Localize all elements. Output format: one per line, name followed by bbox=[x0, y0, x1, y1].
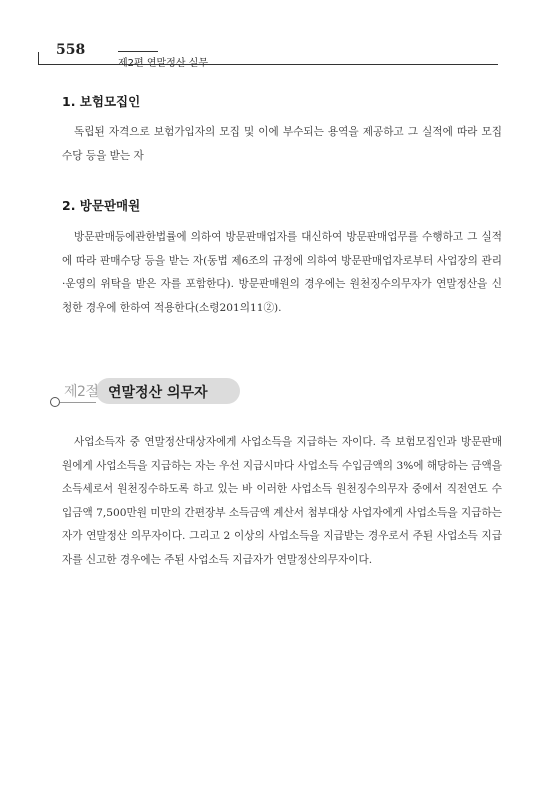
header-rule bbox=[38, 64, 498, 65]
section-heading-door-to-door-seller: 2. 방문판매원 bbox=[62, 198, 141, 213]
section-heading-insurance-agent: 1. 보험모집인 bbox=[62, 94, 141, 109]
page-number: 558 bbox=[56, 42, 86, 58]
section-number: 제2절 bbox=[64, 384, 99, 400]
header-bracket-line bbox=[38, 52, 39, 64]
section-banner bbox=[50, 378, 240, 410]
header-divider bbox=[118, 51, 158, 52]
chapter-title: 제2편 연말정산 실무 bbox=[118, 58, 208, 69]
door-to-door-seller-paragraph: 방문판매등에관한법률에 의하여 방문판매업자를 대신하여 방문판매업무를 수행하고 그 실적에 따라 판매수당 등을 받는 자(동법 제6조의 규정에 의하여 방문판매업자로부터 사업장의 관리·운영의 위탁을 받은 자를 포함한다). 방문판매원의 경우에는 원천징수의무자가 연말정산을 신청한 경우에 한하여 적용한다(소령201의11②). bbox=[62, 231, 502, 314]
withholding-agent-paragraph: 사업소득자 중 연말정산대상자에게 사업소득을 지급하는 자이다. 즉 보험모집인과 방문판매원에게 사업소득을 지급하는 자는 우선 지급시마다 사업소득 수입금액의 3%에 해당하는 금액을 소득세로서 원천징수하도록 하고 있는 바 이러한 사업소득 원천징수의무자 중에서 직전연도 수입금액 7,500만원 미만의 간편장부 소득금액 계산서 첨부대상 사업자에게 사업소득을 지급하는 자가 연말정산 의무자이다. 그리고 2 이상의 사업소득을 지급받는 경우로서 주된 사업소득 지급자를 신고한 경우에는 주된 사업소득 지급자가 연말정산의무자이다. bbox=[62, 436, 502, 566]
banner-line-ornament bbox=[60, 402, 96, 403]
section-title: 연말정산 의무자 bbox=[108, 385, 208, 401]
banner-circle-ornament bbox=[50, 397, 60, 407]
insurance-agent-paragraph: 독립된 자격으로 보험가입자의 모집 및 이에 부수되는 용역을 제공하고 그 실적에 따라 모집수당 등을 받는 자 bbox=[62, 126, 502, 162]
page-header bbox=[38, 42, 498, 69]
